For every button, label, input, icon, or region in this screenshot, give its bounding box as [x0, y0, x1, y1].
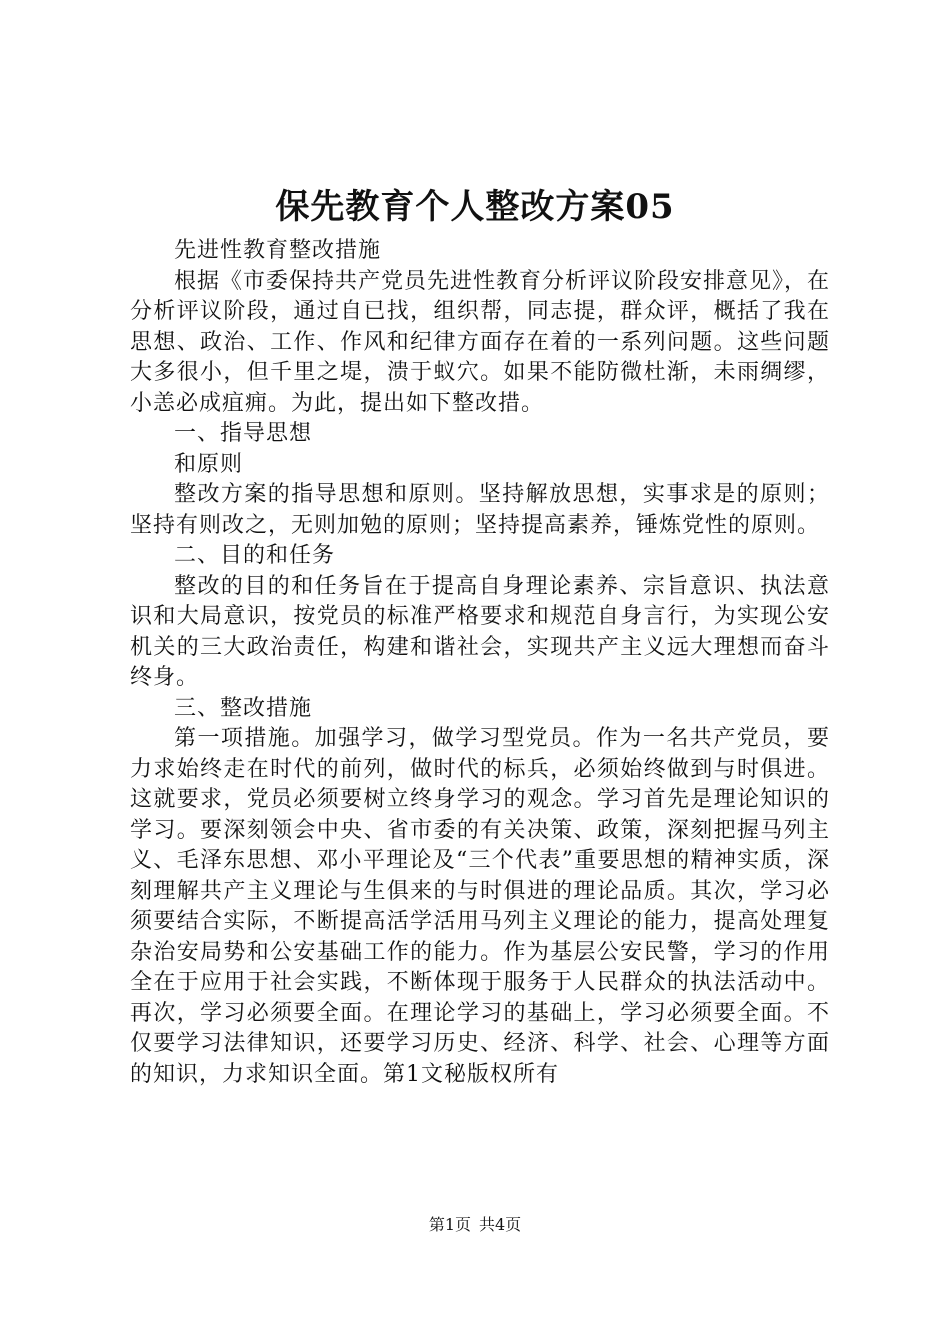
section-heading-goals: 二、目的和任务	[174, 543, 336, 568]
document-body	[130, 236, 830, 1090]
section-heading-principles: 和原则	[174, 451, 244, 477]
section-heading-guiding-thought: 一、指导思想	[174, 421, 313, 446]
section-heading-measures: 三、整改措施	[174, 695, 313, 721]
page-number: 第1页	[428, 1215, 471, 1234]
paragraph-measure-one: 第一项措施。加强学习，做学习型党员。作为一名共产党员，要力求始终走在时代的前列，做时代的标兵，必须始终做到与时俱进。这就要求，党员必须要树立终身学习的观念。学习首先是理论知识的学习。要深刻领会中央、省市委的有关决策、政策，深刻把握马列主义、毛泽东思想、邓小平理论及“三个代表”重要思想的精神实质，深刻理解共产主义理论与生俱来的与时俱进的理论品质。其次，学习必须要结合实际，不断提高活学活用马列主义理论的能力，提高处理复杂治安局势和公安基础工作的能力。作为基层公安民警，学习的作用全在于应用于社会实践，不断体现于服务于人民群众的执法活动中。再次，学习必须要全面。在理论学习的基础上，学习必须要全面。不仅要学习法律知识，还要学习历史、经济、科学、社会、心理等方面的知识，力求知识全面。第1文秘版权所有	[130, 726, 830, 1087]
paragraph-heading-measures: 先进性教育整改措施	[174, 238, 382, 263]
page-total: 共4页	[479, 1215, 522, 1234]
paragraph-intro: 根据《市委保持共产党员先进性教育分析评议阶段安排意见》，在分析评议阶段，通过自已找，组织帮，同志提，群众评，概括了我在思想、政治、工作、作风和纪律方面存在着的一系列问题。这些问题大多很小，但千里之堤，溃于蚁穴。如果不能防微杜渐，未雨绸缪，小恙必成疽痈。为此，提出如下整改措。	[130, 268, 831, 416]
document-title: 保先教育个人整改方案05	[275, 187, 675, 227]
paragraph-principles: 整改方案的指导思想和原则。坚持解放思想，实事求是的原则；坚持有则改之，无则加勉的原则；坚持提高素养，锤炼党性的原则。	[130, 482, 830, 538]
paragraph-goals: 整改的目的和任务旨在于提高自身理论素养、宗旨意识、执法意识和大局意识，按党员的标准严格要求和规范自身言行，为实现公安机关的三大政治责任，构建和谐社会，实现共产主义远大理想而奋斗终身。	[130, 573, 830, 690]
page-footer	[0, 1213, 950, 1237]
